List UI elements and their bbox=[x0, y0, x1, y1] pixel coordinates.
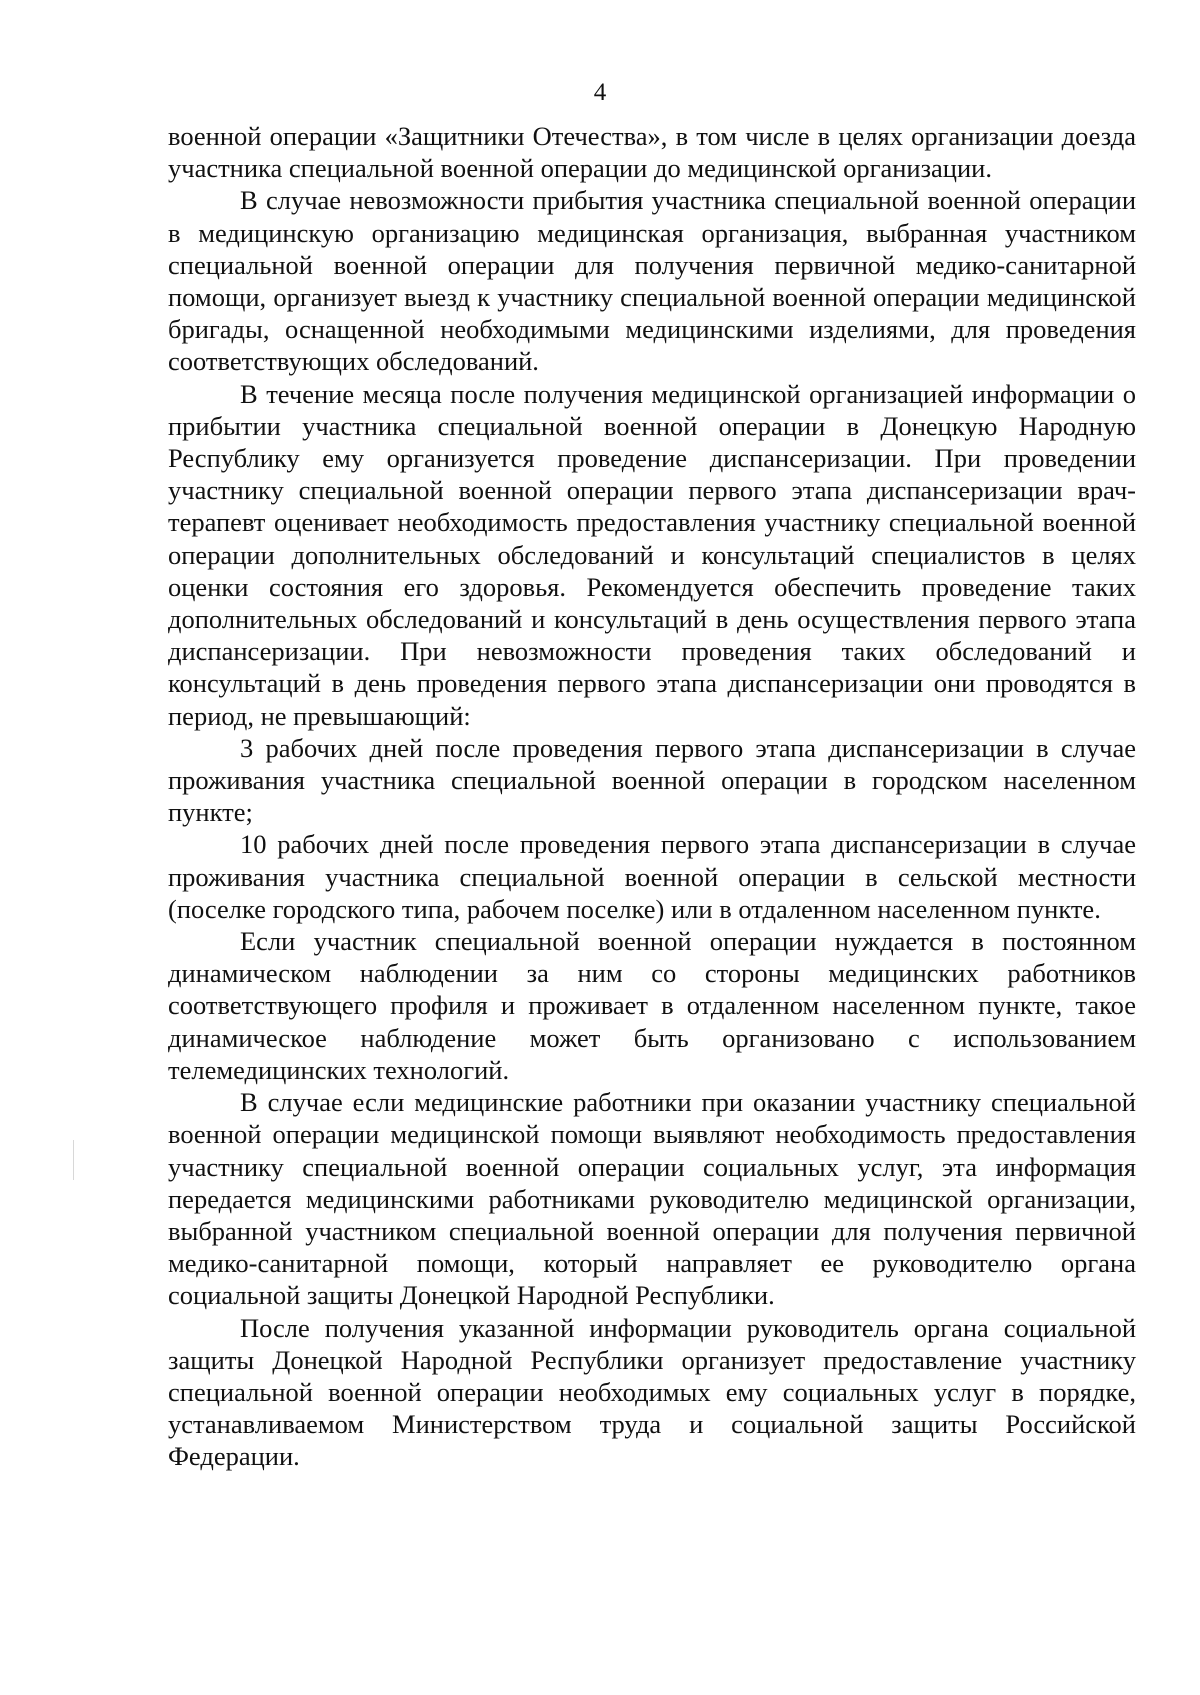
paragraph-social-services: В случае если медицинские работники при оказании участнику специальной военной операции медицинской помощи выявляют необходимость предоставления участнику специальной военной операции социальных услуг, эта информация передается медицинскими работниками руководителю медицинской организации, выбранной участником специальной военной операции для получения первичной медико-санитарной помощи, который направляет ее руководителю органа социальной защиты Донецкой Народной Республики. bbox=[168, 1087, 1136, 1311]
paragraph-telemedicine: Если участник специальной военной операции нуждается в постоянном динамическом наблюдении за ним со стороны медицинских работников соответствующего профиля и проживает в отдаленном населенном пункте, такое динамическое наблюдение может быть организовано с использованием телемедицинских технологий. bbox=[168, 926, 1136, 1085]
paragraph-urban-term: 3 рабочих дней после проведения первого этапа диспансеризации в случае проживания участника специальной военной операции в городском населенном пункте; bbox=[168, 732, 1136, 828]
paragraph-home-visit: В случае невозможности прибытия участника специальной военной операции в медицинскую организацию медицинская организация, выбранная участником специальной военной операции для получения первичной медико-санитарной помощи, организует выезд к участнику специальной военной операции медицинской бригады, оснащенной необходимыми медицинскими изделиями, для проведения соответствующих обследований. bbox=[168, 185, 1136, 377]
scan-artifact-line bbox=[73, 1140, 74, 1180]
document-body bbox=[168, 120, 1136, 1473]
paragraph-social-protection: После получения указанной информации руководитель органа социальной защиты Донецкой Народной Республики организует предоставление участнику специальной военной операции необходимых ему социальных услуг в порядке, устанавливаемом Министерством труда и социальной защиты Российской Федерации. bbox=[168, 1312, 1136, 1472]
paragraph-rural-term: 10 рабочих дней после проведения первого этапа диспансеризации в случае проживания участника специальной военной операции в сельской местности (поселке городского типа, рабочем поселке) или в отдаленном населенном пункте. bbox=[168, 829, 1136, 924]
paragraph-continuation: военной операции «Защитники Отечества», в том числе в целях организации доезда участника специальной военной операции до медицинской организации. bbox=[168, 121, 1136, 184]
page-number: 4 bbox=[593, 79, 607, 106]
paragraph-dispensarization: В течение месяца после получения медицинской организацией информации о прибытии участника специальной военной операции в Донецкую Народную Республику ему организуется проведение диспансеризации. При проведении участнику специальной военной операции первого этапа диспансеризации врач-терапевт оценивает необходимость предоставления участнику специальной военной операции дополнительных обследований и консультаций специалистов в целях оценки состояния его здоровья. Рекомендуется обеспечить проведение таких дополнительных обследований и консультаций в день осуществления первого этапа диспансеризации. При невозможности проведения таких обследований и консультаций в день проведения первого этапа диспансеризации они проводятся в период, не превышающий: bbox=[168, 378, 1136, 731]
